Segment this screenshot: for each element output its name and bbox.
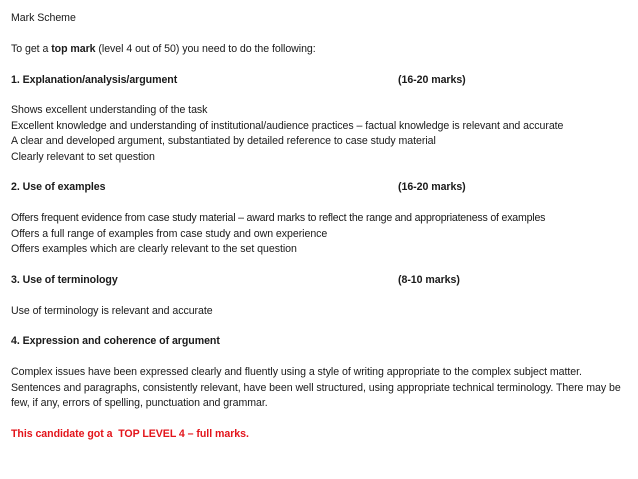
section-1-line-3: A clear and developed argument, substantiated by detailed reference to case study material	[11, 135, 436, 148]
spacer	[11, 165, 633, 180]
section-1-marks: (16-20 marks)	[398, 73, 466, 86]
section-1-line-4: Clearly relevant to set question	[11, 150, 155, 163]
section-2-line-2: Offers a full range of examples from case study and own experience	[11, 227, 328, 240]
section-4-heading-row	[11, 334, 633, 349]
spacer	[11, 88, 633, 103]
section-1-heading-row	[11, 73, 633, 88]
section-2-marks: (16-20 marks)	[398, 181, 466, 194]
section-2-line-3: Offers examples which are clearly relevant to the set question	[11, 243, 297, 256]
spacer	[11, 350, 633, 365]
section-4-paragraph: Complex issues have been expressed clearly and fluently using a style of writing appropriate to the complex subject matter. Sentences and paragraphs, consistently relevant, have been well structured, using appropriate technical terminology. There may be few, if any, errors of spelling, punctuation and grammar.	[11, 366, 621, 410]
section-1-heading: 1. Explanation/analysis/argument	[11, 73, 178, 86]
spacer	[11, 319, 633, 334]
mark-scheme-content	[11, 11, 633, 442]
spacer	[11, 288, 633, 303]
section-2-line-1: Offers frequent evidence from case study material – award marks to reflect the range and appropriateness of examples	[11, 212, 546, 225]
section-1-line-1: Shows excellent understanding of the task	[11, 104, 208, 117]
section-2-heading-row	[11, 180, 633, 195]
spacer	[11, 57, 633, 72]
section-3-heading-row	[11, 273, 633, 288]
section-3-heading: 3. Use of terminology	[11, 273, 118, 286]
section-4-heading: 4. Expression and coherence of argument	[11, 335, 220, 348]
document-title: Mark Scheme	[11, 12, 76, 24]
spacer	[11, 411, 633, 426]
section-2-heading: 2. Use of examples	[11, 181, 106, 194]
section-3-marks: (8-10 marks)	[398, 273, 460, 286]
spacer	[11, 196, 633, 211]
section-1-line-2: Excellent knowledge and understanding of institutional/audience practices – factual knowledge is relevant and accurate	[11, 119, 564, 132]
spacer	[11, 26, 633, 41]
verdict-line: This candidate got a TOP LEVEL 4 – full marks.	[11, 427, 249, 440]
section-3-line-1: Use of terminology is relevant and accurate	[11, 304, 213, 317]
intro-suffix: (level 4 out of 50) you need to do the following:	[95, 42, 316, 55]
spacer	[11, 257, 633, 272]
intro-bold: top mark	[51, 42, 96, 55]
intro-line	[11, 42, 633, 57]
intro-prefix: To get a	[11, 42, 52, 55]
